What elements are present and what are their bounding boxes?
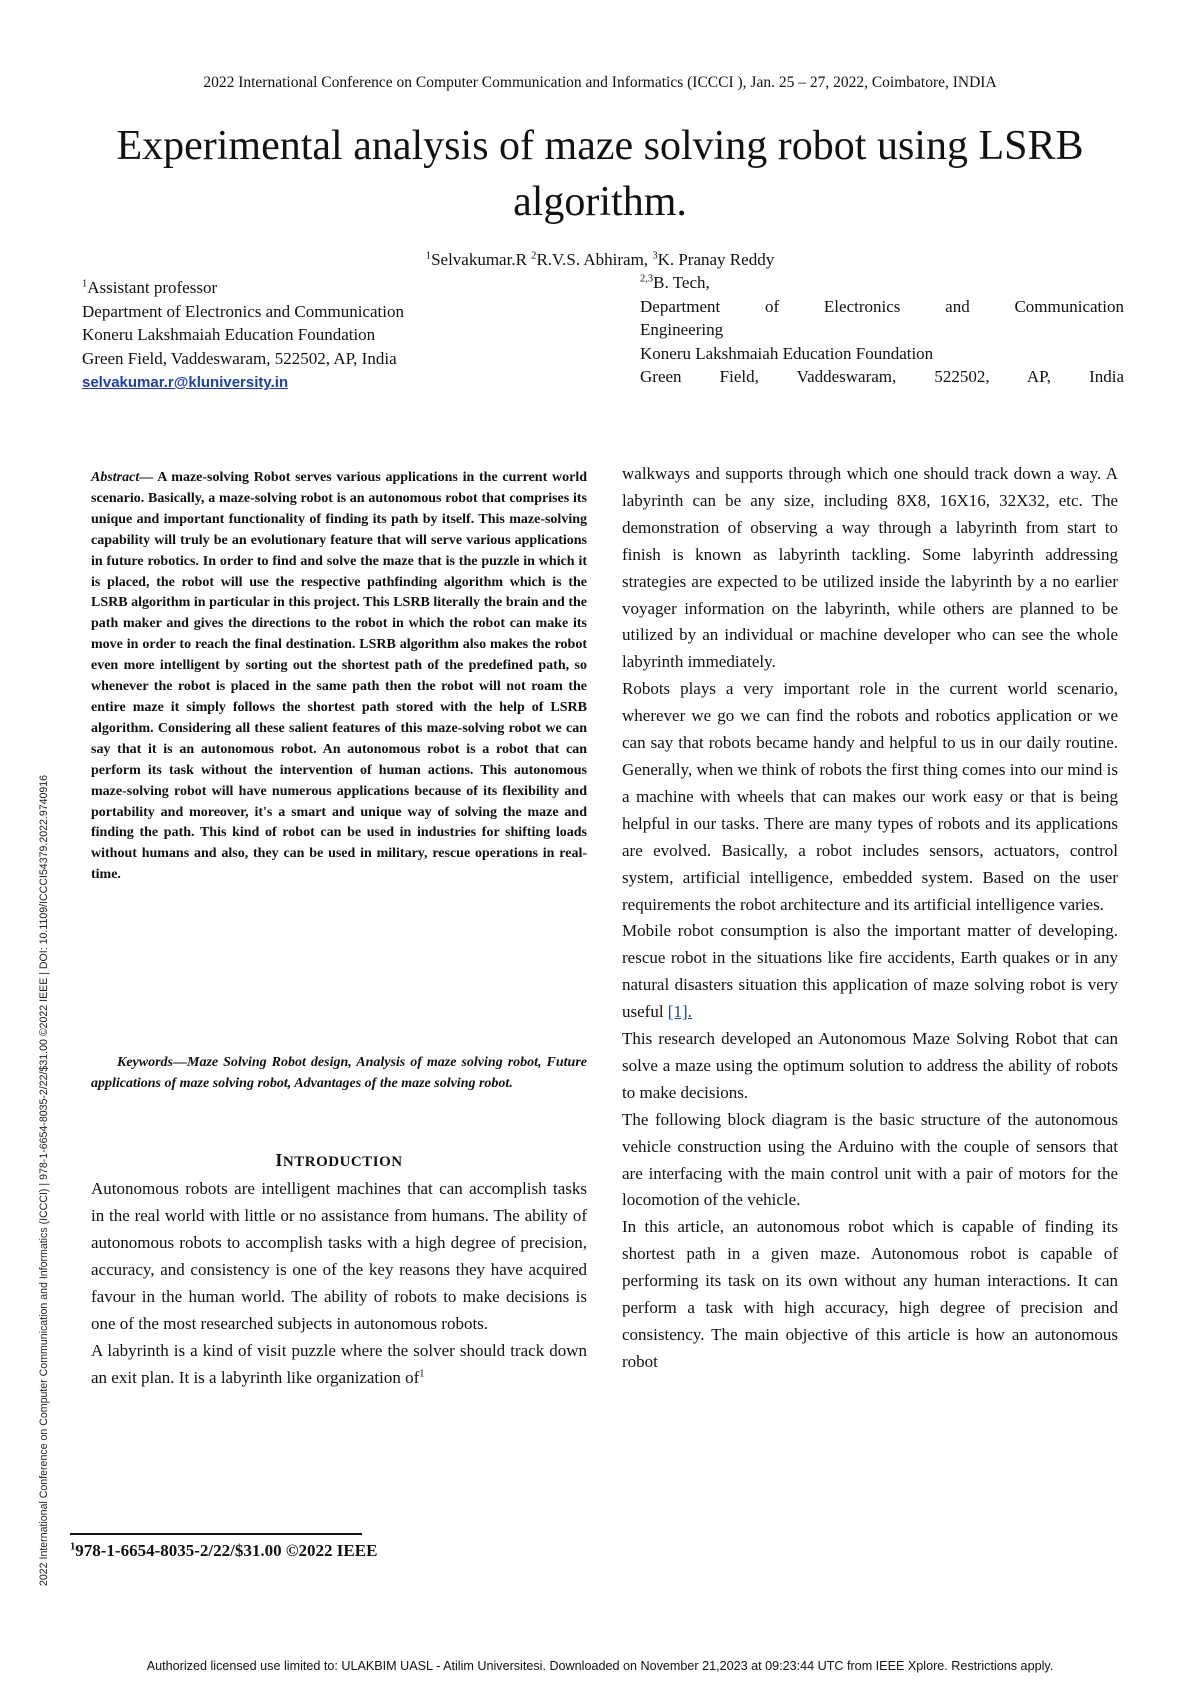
affiliation-left-department: Department of Electronics and Communication xyxy=(82,301,404,321)
body-paragraph: In this article, an autonomous robot which is capable of finding its shortest path in a given maze. Autonomous robot is capable of performing its task on its own without any human interactions. It can perform a task with high accuracy, high degree of precision and consistency. The main objective of this article is how an autonomous robot xyxy=(622,1217,1118,1371)
footnote-text: 978-1-6654-8035-2/22/$31.00 ©2022 IEEE xyxy=(75,1541,378,1560)
affiliation-right-institution: Koneru Lakshmaiah Education Foundation xyxy=(640,343,934,363)
body-paragraph: This research developed an Autonomous Maze Solving Robot that can solve a maze using the optimum solution to address the ability of robots to make decisions. xyxy=(622,1029,1118,1102)
author-1-sup: 1 xyxy=(425,250,432,262)
affiliation-right xyxy=(640,271,1124,389)
footnote-divider xyxy=(70,1533,362,1535)
affiliation-right-sup: 2,3 xyxy=(640,273,654,285)
affiliation-left-institution: Koneru Lakshmaiah Education Foundation xyxy=(82,325,376,344)
author-1-name: Selvakumar.R xyxy=(431,250,532,269)
footnote-marker: 1 xyxy=(419,1368,425,1380)
keywords xyxy=(91,1053,587,1094)
body-paragraph: The following block diagram is the basic structure of the autonomous vehicle construction using the Arduino with the couple of sensors that are interfacing with the main control unit with a pair of motors for the locomotion of the vehicle. xyxy=(622,1109,1118,1210)
introduction-body xyxy=(91,1175,587,1391)
author-line xyxy=(0,250,1200,270)
affiliation-left-address: Green Field, Vaddeswaram, 522502, AP, India xyxy=(82,348,397,368)
paper-title: Experimental analysis of maze solving robot using LSRB algorithm. xyxy=(116,123,1084,225)
author-3-sup: 3 xyxy=(652,250,658,262)
intro-paragraph: A labyrinth is a kind of visit puzzle where the solver should track down an exit plan. It is a labyrinth like organization $of^1$ xyxy=(91,1341,587,1387)
side-doi-note: 2022 International Conference on Computer Communication and Informatics (ICCCI) | 978-1-6654-8035-2/22/$31.00 ©2022 IEEE | DOI: 10.1109/ICCCI54379.2022.9740916 xyxy=(38,774,50,1586)
citation-link-1[interactable]: [1]. xyxy=(667,1002,692,1022)
license-notice: Authorized licensed use limited to: ULAKBIM UASL - Atilim Universitesi. Downloaded on November 21,2023 at 09:23:44 UTC from IEEE Xplore. Restrictions apply. xyxy=(146,1659,1054,1673)
section-heading-introduction: INTRODUCTION xyxy=(275,1150,403,1170)
footnote xyxy=(70,1541,377,1561)
abstract xyxy=(91,468,587,886)
abstract-lead: Abstract xyxy=(91,470,140,485)
footnote-sup: 1 xyxy=(70,1541,76,1553)
body-paragraph: Mobile robot consumption is also the important matter of developing. rescue robot in the situations like fire accidents, Earth quakes or in any natural disasters situation this application of maze solving robot is very useful [1]. xyxy=(622,921,1118,1022)
affiliation-right-role: B. Tech, xyxy=(653,273,710,292)
affiliation-right-department-line1: Department of Electronics and Communication xyxy=(640,296,1124,316)
right-column xyxy=(622,461,1118,1376)
conference-header: 2022 International Conference on Computer Communication and Informatics (ICCCI ), Jan. 25 – 27, 2022, Coimbatore, INDIA xyxy=(203,74,997,91)
affiliation-left xyxy=(82,276,502,395)
body-paragraph: Robots plays a very important role in the current world scenario, wherever we go we can find the robots and robotics application or we can say that robots became handy and helpful to us in our daily routine. Generally, when we think of robots the first thing comes into our mind is a machine with wheels that can makes our work easy or that is being helpful in our tasks. There are many types of robots and its applications are evolved. Basically, a robot includes sensors, actuators, control system, artificial intelligence, embedded system. Based on the user requirements the robot architecture and its artificial intelligence varies. xyxy=(622,679,1118,914)
affiliation-left-role: Assistant professor xyxy=(87,278,218,297)
author-3-name: K. Pranay Reddy xyxy=(657,250,775,269)
body-paragraph: walkways and supports through which one should track down a way. A labyrinth can be any size, including 8X8, 16X16, 32X32, etc. The demonstration of observing a way through a labyrinth from start to finish is known as labyrinth tackling. Some labyrinth addressing strategies are expected to be utilized inside the labyrinth by a no earlier voyager information on the labyrinth, while others are planned to be utilized by an individual or machine developer who can see the whole labyrinth immediately. xyxy=(622,464,1118,672)
keywords-text: Keywords—Maze Solving Robot design, Analysis of maze solving robot, Future applications of maze solving robot, Advantages of the maze solving robot. xyxy=(91,1055,587,1091)
author-2-name: R.V.S. Abhiram, xyxy=(536,250,653,269)
abstract-text: — A maze-solving Robot serves various applications in the current world scenario. Basically, a maze-solving robot is an autonomous robot that comprises its unique and important functionality of finding its path by itself. This maze-solving capability will truly be an evolutionary feature that will serve various applications in future robotics. In order to find and solve the maze that is the puzzle in which it is placed, the robot will use the respective pathfinding algorithm which is the LSRB algorithm in particular in this project. This LSRB literally the brain and the path maker and gives the directions to the robot in which the robot can make its move in order to reach the final destination. LSRB algorithm also makes the robot even more intelligent by sorting out the shortest path of the predefined path, so whenever the robot is placed in the same path then the robot will not roam the entire maze it simply follows the shortest path stored with the help of LSRB algorithm. Considering all these salient features of this maze-solving robot we can say that it is an autonomous robot. An autonomous robot is a robot that can perform its task without the intervention of human actions. This autonomous maze-solving robot will have numerous applications because of its flexibility and portability and moreover, it's a smart and unique way of solving the maze and finding the path. This kind of robot can be used in industries for shifting loads without humans and also, they can be used in military, rescue operations in real-time. xyxy=(91,470,587,883)
author-2-sup: 2 xyxy=(531,250,537,262)
intro-paragraph: Autonomous robots are intelligent machines that can accomplish tasks in the real world with little or no assistance from humans. The ability of autonomous robots to accomplish tasks with a high degree of precision, accuracy, and consistency is one of the key reasons they have acquired favour in the human world. The ability of robots to make decisions is one of the most researched subjects in autonomous robots. xyxy=(91,1179,587,1333)
author-email-link[interactable]: selvakumar.r@kluniversity.in xyxy=(82,374,289,391)
affiliation-right-department-line2: Engineering xyxy=(640,320,724,339)
affiliation-left-sup: 1 xyxy=(82,278,88,290)
affiliation-right-address: Green Field, Vaddeswaram, 522502, AP, India xyxy=(640,367,1124,386)
